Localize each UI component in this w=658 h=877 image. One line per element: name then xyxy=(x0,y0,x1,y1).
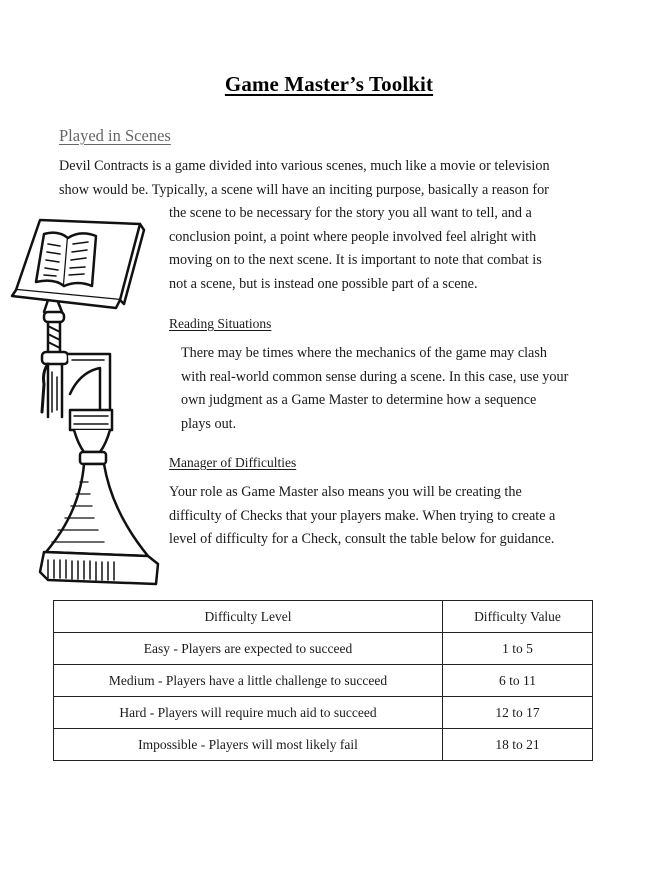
difficulty-value-cell: 6 to 11 xyxy=(443,665,593,697)
text-line: with real-world common sense during a scene. In this case, use your xyxy=(181,368,569,385)
difficulty-table xyxy=(53,600,593,761)
reading-situations-paragraph xyxy=(181,342,568,436)
column-header-difficulty-level: Difficulty Level xyxy=(54,601,443,633)
text-line: moving on to the next scene. It is important to note that combat is xyxy=(169,252,542,269)
text-line: level of difficulty for a Check, consult the table below for guidance. xyxy=(169,531,555,548)
difficulty-value-cell: 12 to 17 xyxy=(443,697,593,729)
text-line: own judgment as a Game Master to determine how a sequence xyxy=(181,392,537,409)
column-header-difficulty-value: Difficulty Value xyxy=(443,601,593,633)
difficulty-level-cell: Easy - Players are expected to succeed xyxy=(54,633,443,665)
subheading-reading-situations: Reading Situations xyxy=(169,316,272,331)
subheading-manager-of-difficulties: Manager of Difficulties xyxy=(169,455,297,470)
difficulty-level-cell: Impossible - Players will most likely fail xyxy=(54,729,443,761)
difficulty-level-cell: Hard - Players will require much aid to succeed xyxy=(54,697,443,729)
section-heading-played-in-scenes: Played in Scenes xyxy=(59,126,171,145)
text-line: conclusion point, a point where people involved feel alright with xyxy=(169,228,537,245)
intro-paragraph-full-width xyxy=(59,155,550,202)
text-line: Devil Contracts is a game divided into various scenes, much like a movie or television xyxy=(59,158,550,174)
difficulty-value-cell: 1 to 5 xyxy=(443,633,593,665)
text-line: difficulty of Checks that your players make. When trying to create a xyxy=(169,507,556,524)
intro-paragraph-wrapped xyxy=(169,202,542,296)
difficulty-value-cell: 18 to 21 xyxy=(443,729,593,761)
lectern-with-open-book-icon xyxy=(8,212,168,592)
difficulty-level-cell: Medium - Players have a little challenge to succeed xyxy=(54,665,443,697)
table-row xyxy=(54,665,593,697)
text-line: Your role as Game Master also means you will be creating the xyxy=(169,484,522,500)
text-line: show would be. Typically, a scene will have an inciting purpose, basically a reason for xyxy=(59,181,549,198)
text-line: the scene to be necessary for the story you all want to tell, and a xyxy=(169,205,532,221)
manager-of-difficulties-paragraph xyxy=(169,481,555,552)
text-line: plays out. xyxy=(181,415,237,432)
table-row xyxy=(54,633,593,665)
table-header-row xyxy=(54,601,593,633)
page-title: Game Master’s Toolkit xyxy=(224,72,434,96)
text-line: There may be times where the mechanics of the game may clash xyxy=(181,345,547,361)
table-row xyxy=(54,697,593,729)
table-row xyxy=(54,729,593,761)
text-line: not a scene, but is instead one possible part of a scene. xyxy=(169,275,478,292)
